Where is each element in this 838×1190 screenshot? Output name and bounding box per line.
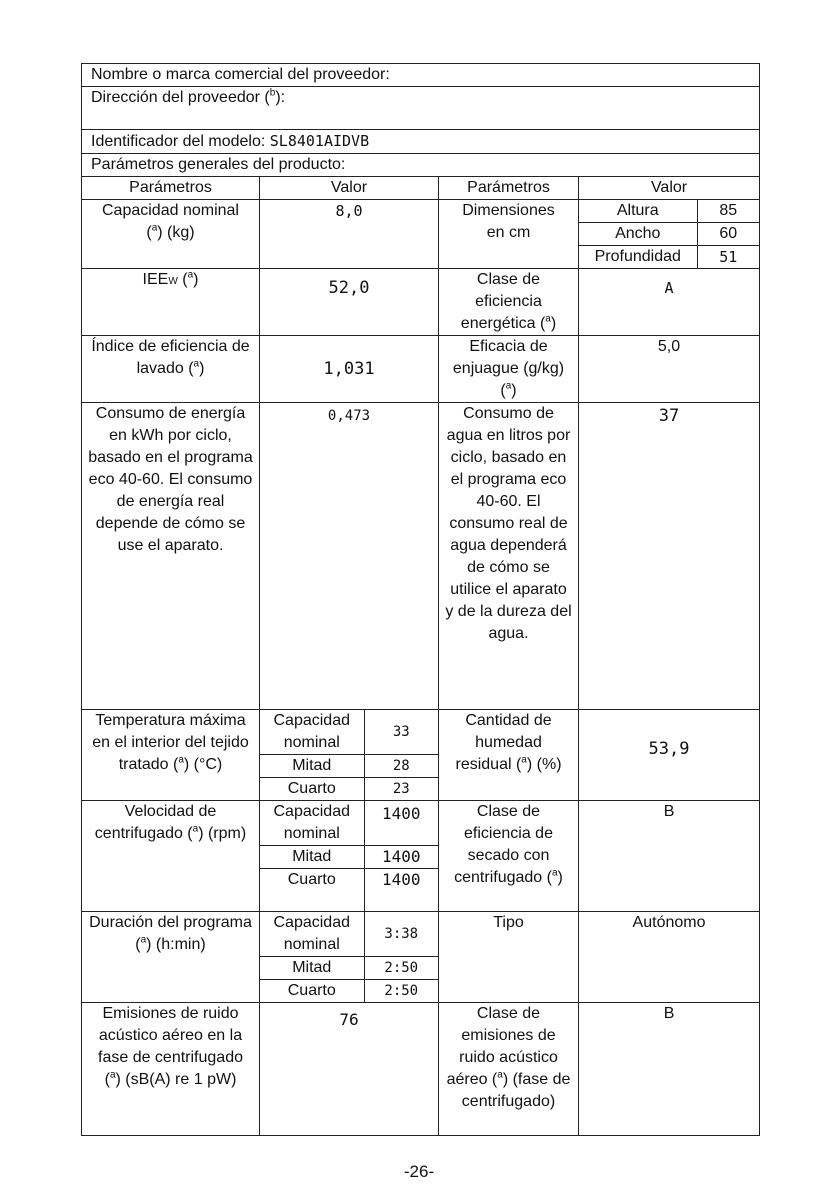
- general-params-label: Parámetros generales del producto:: [82, 154, 760, 177]
- dimension-value: 60: [697, 223, 759, 246]
- duration-load-name: Cuarto: [260, 979, 364, 1002]
- temperature-cell: [260, 710, 439, 801]
- col-header-value2: Valor: [579, 177, 760, 200]
- temperature-load-name: Cuarto: [260, 778, 364, 801]
- energy-consumption-label: Consumo de energía en kWh por ciclo, basado en el programa eco 40-60. El consumo de energía real depende de cómo se use el aparato.: [82, 403, 260, 710]
- temperature-load-value: 23: [364, 778, 438, 801]
- table-row: [82, 403, 760, 710]
- temperature-subtable: [260, 710, 438, 800]
- rinse-label: Eficacia de enjuague (g/kg) ($^a$): [439, 336, 579, 403]
- noise-class-label: Clase de emisiones de ruido acústico aéreo ($^a$) (fase de centrifugado): [439, 1002, 579, 1135]
- general-params-row: [82, 154, 760, 177]
- duration-load-value: 2:50: [364, 979, 438, 1002]
- dimension-name: Altura: [579, 200, 697, 223]
- table-row: [82, 1002, 760, 1135]
- type-label: Tipo: [439, 911, 579, 1002]
- capacity-label: Capacidad nominal ($^a$) (kg): [82, 200, 260, 269]
- energy-consumption-value: 0,473: [260, 403, 439, 710]
- duration-load-name: Capacidad nominal: [260, 912, 364, 957]
- spin-speed-subtable: [260, 801, 438, 911]
- spin-speed-row: [260, 846, 438, 869]
- water-consumption-value: 37: [579, 403, 760, 710]
- noise-value: 76: [260, 1002, 439, 1135]
- spin-speed-label: Velocidad de centrifugado ($^a$) (rpm): [82, 801, 260, 912]
- page-number: -26-: [403, 1162, 435, 1181]
- temperature-row: [260, 710, 438, 755]
- col-header-param1: Parámetros: [82, 177, 260, 200]
- table-row: [82, 336, 760, 403]
- dimension-value: 51: [697, 246, 759, 269]
- duration-load-name: Mitad: [260, 956, 364, 979]
- noise-label: Emisiones de ruido acústico aéreo en la fase de centrifugado ($^a$) (sB(A) re 1 pW): [82, 1002, 260, 1135]
- table-row: [82, 801, 760, 912]
- spin-load-name: Capacidad nominal: [260, 801, 364, 846]
- noise-class-value: B: [579, 1002, 760, 1135]
- supplier-name-label: Nombre o marca comercial del proveedor:: [82, 64, 760, 87]
- table-row: [82, 200, 760, 269]
- table-row: [82, 269, 760, 336]
- dimension-row: [579, 200, 759, 223]
- spin-load-name: Mitad: [260, 846, 364, 869]
- wash-index-value: 1,031: [260, 336, 439, 403]
- duration-row: [260, 956, 438, 979]
- spin-load-name: Cuarto: [260, 869, 364, 911]
- humidity-value: 53,9: [579, 710, 760, 801]
- model-identifier: Identificador del modelo: SL8401AIDVB: [82, 130, 760, 154]
- spin-load-value: 1400: [364, 846, 438, 869]
- spin-speed-row: [260, 801, 438, 846]
- col-header-value1: Valor: [260, 177, 439, 200]
- temperature-load-value: 28: [364, 755, 438, 778]
- energy-class-label: Clase de eficiencia energética ($^a$): [439, 269, 579, 336]
- temperature-row: [260, 755, 438, 778]
- column-header-row: [82, 177, 760, 200]
- duration-load-value: 2:50: [364, 956, 438, 979]
- humidity-label: Cantidad de humedad residual ($^a$) (%): [439, 710, 579, 801]
- wash-index-label: Índice de eficiencia de lavado ($^a$): [82, 336, 260, 403]
- spin-load-value: 1400: [364, 801, 438, 846]
- duration-subtable: [260, 912, 438, 1002]
- temperature-load-value: 33: [364, 710, 438, 755]
- info-table: [81, 63, 760, 1136]
- spin-class-value: B: [579, 801, 760, 912]
- spin-load-value: 1400: [364, 869, 438, 911]
- table-row: [82, 911, 760, 1002]
- dimension-row: [579, 223, 759, 246]
- supplier-name-row: [82, 64, 760, 87]
- water-consumption-label: Consumo de agua en litros por ciclo, basado en el programa eco 40-60. El consumo real de agua dependerá de cómo se utilice el aparato y de la dureza del agua.: [439, 403, 579, 710]
- duration-label: Duración del programa ($^a$) (h:min): [82, 911, 260, 1002]
- temperature-load-name: Mitad: [260, 755, 364, 778]
- model-row: [82, 130, 760, 154]
- supplier-address-row: [82, 87, 760, 130]
- col-header-param2: Parámetros: [439, 177, 579, 200]
- duration-cell: [260, 911, 439, 1002]
- product-info-sheet: [81, 63, 759, 1136]
- rinse-value: 5,0: [579, 336, 760, 403]
- iee-label: IEEW ($^a$): [82, 269, 260, 336]
- temperature-load-name: Capacidad nominal: [260, 710, 364, 755]
- dimension-name: Ancho: [579, 223, 697, 246]
- dimensions-subtable: [579, 200, 759, 268]
- dimension-value: 85: [697, 200, 759, 223]
- spin-speed-cell: [260, 801, 439, 912]
- dimensions-label: Dimensiones en cm: [439, 200, 579, 269]
- duration-row: [260, 979, 438, 1002]
- iee-value: 52,0: [260, 269, 439, 336]
- capacity-value: 8,0: [260, 200, 439, 269]
- supplier-address-label: Dirección del proveedor ($^b$):: [82, 87, 760, 130]
- spin-class-label: Clase de eficiencia de secado con centrifugado ($^a$): [439, 801, 579, 912]
- energy-class-value: A: [579, 269, 760, 336]
- dimension-name: Profundidad: [579, 246, 697, 269]
- dimension-row: [579, 246, 759, 269]
- spin-speed-row: [260, 869, 438, 911]
- table-row: [82, 710, 760, 801]
- dimensions-cell: [579, 200, 760, 269]
- type-value: Autónomo: [579, 911, 760, 1002]
- model-value: SL8401AIDVB: [269, 132, 370, 150]
- temperature-row: [260, 778, 438, 801]
- temperature-label: Temperatura máxima en el interior del tejido tratado ($^a$) (°C): [82, 710, 260, 801]
- duration-row: [260, 912, 438, 957]
- duration-load-value: 3:38: [364, 912, 438, 957]
